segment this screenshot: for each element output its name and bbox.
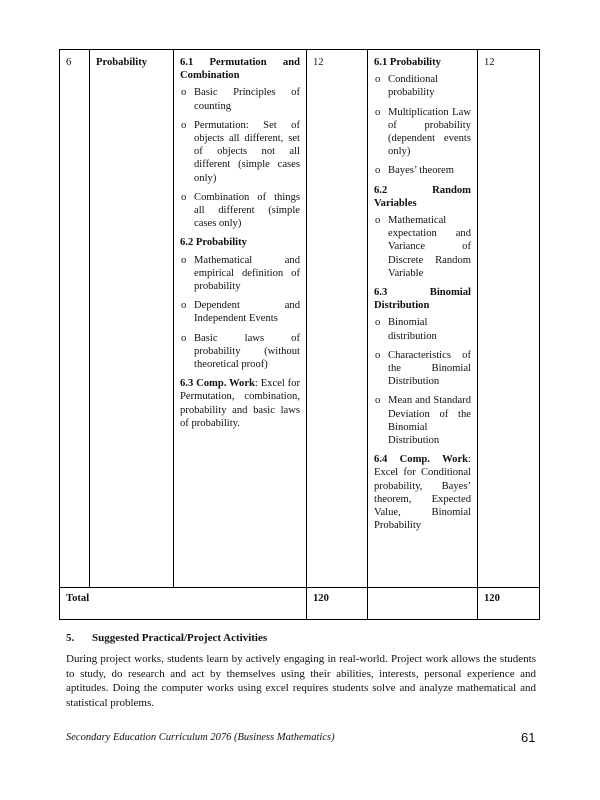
grade11-comp-work — [180, 377, 300, 430]
total-empty-cell — [368, 588, 478, 620]
grade12-hours-cell — [478, 50, 540, 588]
total-grade11-cell — [307, 588, 368, 620]
total-label-cell — [60, 588, 307, 620]
list-item: o Multiplication Law of probability (dependent events only) — [374, 106, 471, 159]
table-row — [60, 50, 540, 588]
total-grade12-cell — [478, 588, 540, 620]
grade11-content-cell — [174, 50, 307, 588]
total-grade11-hours: 120 — [313, 593, 329, 604]
grade12-section2-title: 6.2 Random Variables — [374, 184, 471, 209]
total-label: Total — [66, 593, 90, 604]
page-number: 61 — [521, 730, 536, 745]
footer-text: Secondary Education Curriculum 2076 (Business Mathematics) — [66, 732, 335, 743]
curriculum-table — [59, 49, 540, 620]
grade11-hours: 12 — [313, 57, 324, 68]
grade12-section3-title: 6.3 Binomial Distribution — [374, 287, 471, 312]
grade11-section2-list — [180, 254, 300, 372]
grade12-comp-work — [374, 453, 471, 532]
comp-work-text: : Excel for Permutation, combination, probability and basic laws of probability. — [180, 378, 300, 429]
list-item: o Mean and Standard Deviation of the Binomial Distribution — [374, 394, 471, 447]
list-item: o Mathematical expectation and Variance of Discrete Random Variable — [374, 214, 471, 280]
unit-name: Probability — [96, 57, 148, 68]
comp-work-label: 6.4 Comp. Work — [374, 454, 469, 466]
section-paragraph: During project works, students learn by actively engaging in real-world. Project work allows the students to study, do research and act by themselves using their abilities, interests, personal experience and aptitudes. Doing the computer works using excel requires students solve and analyze mathematical and statistical problems. — [66, 653, 536, 709]
list-item: o Mathematical and empirical definition of probability — [180, 254, 300, 294]
grade11-section1-title: 6.1 Permutation and Combination — [180, 57, 300, 82]
grade12-content-cell — [368, 50, 478, 588]
section-number: 5. — [66, 632, 75, 644]
grade12-section1-list — [374, 73, 471, 177]
list-item: o Binomial distribution — [374, 316, 471, 342]
grade11-section2-title: 6.2 Probability — [180, 237, 247, 249]
comp-work-text: : Excel for Conditional probability, Bayes’ theorem, Expected Value, Binomial Probability — [374, 454, 471, 532]
section-title: Suggested Practical/Project Activities — [92, 632, 268, 644]
list-item: o Combination of things all different (simple cases only) — [180, 191, 300, 231]
comp-work-label: 6.3 Comp. Work — [180, 378, 255, 390]
total-grade12-hours: 120 — [484, 593, 500, 604]
list-item: o Basic laws of probability (without theoretical proof) — [180, 332, 300, 372]
unit-number-cell — [60, 50, 90, 588]
unit-number: 6 — [66, 57, 72, 68]
list-item: o Permutation: Set of objects all different, set of objects not all different (simple cases only) — [180, 119, 300, 185]
grade11-section1-list — [180, 86, 300, 230]
list-item: o Basic Principles of counting — [180, 86, 300, 112]
grade12-section2-list — [374, 214, 471, 280]
list-item: o Bayes’ theorem — [374, 164, 471, 177]
total-row — [60, 588, 540, 620]
grade12-section3-list — [374, 316, 471, 447]
grade12-section1-title: 6.1 Probability — [374, 57, 441, 68]
list-item: o Characteristics of the Binomial Distribution — [374, 349, 471, 389]
section-heading — [66, 632, 267, 644]
unit-name-cell — [90, 50, 174, 588]
grade11-hours-cell — [307, 50, 368, 588]
grade12-hours: 12 — [484, 57, 495, 68]
list-item: o Conditional probability — [374, 73, 471, 99]
list-item: o Dependent and Independent Events — [180, 299, 300, 325]
